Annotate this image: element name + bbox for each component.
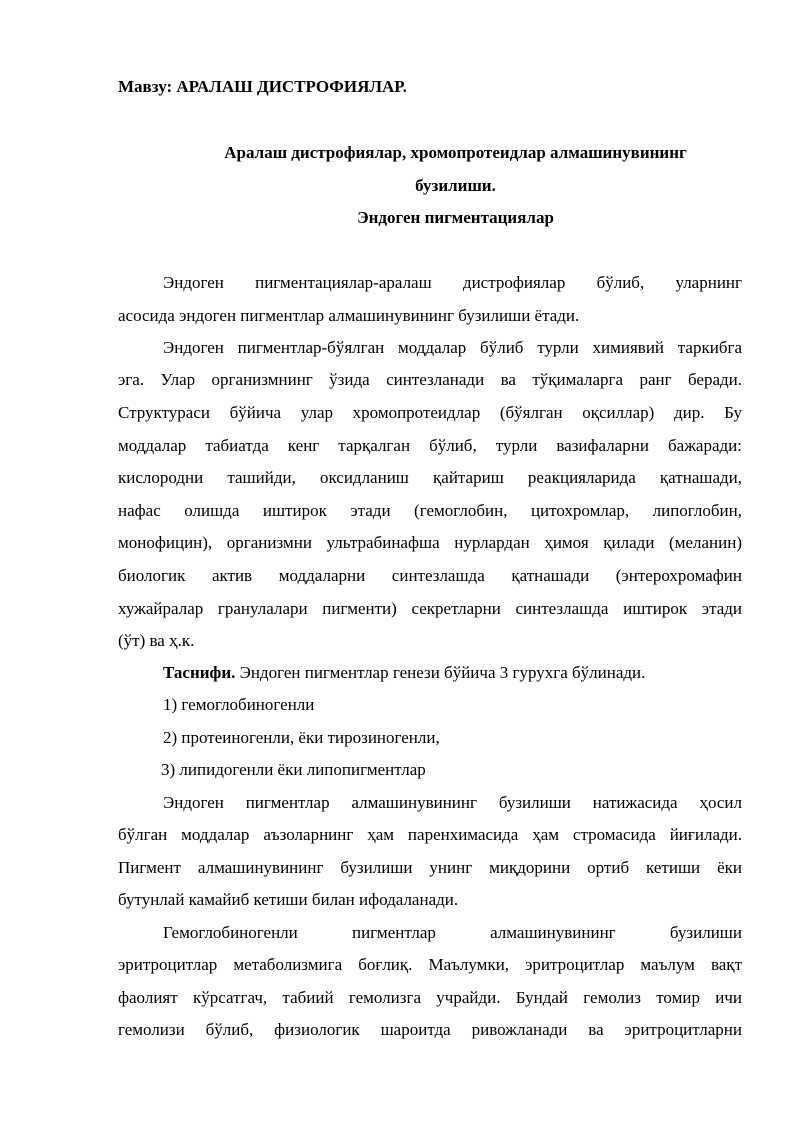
paragraph-line: биологик актив моддаларни синтезлашда қатнашади (энтерохромафин — [118, 566, 742, 585]
heading-line-2: бузилиши. — [415, 176, 496, 195]
paragraph-line: эритроцитлар метаболизмига боғлиқ. Маълумки, эритроцитлар маълум вақт — [118, 955, 742, 974]
paragraph-line: асосида эндоген пигментлар алмашинувининг бузилиши ётади. — [118, 306, 580, 325]
paragraph-line: эга. Улар организмнинг ўзида синтезланади ва тўқималарга ранг беради. — [118, 370, 742, 389]
heading-line-1: Аралаш дистрофиялар, хромопротеидлар алмашинувининг — [224, 143, 687, 162]
list-item: 3) липидогенли ёки липопигментлар — [161, 760, 426, 779]
paragraph-line: Эндоген пигментлар алмашинувининг бузилиши натижасида ҳосил — [163, 793, 742, 812]
paragraph-line: бўлган моддалар аъзоларнинг ҳам паренхимасида ҳам стромасида йиғилади. — [118, 825, 742, 844]
paragraph-line: Эндоген пигментлар-бўялган моддалар бўлиб турли химиявий таркибга — [163, 338, 742, 357]
heading-line-3: Эндоген пигментациялар — [357, 208, 554, 227]
paragraph-line: моддалар табиатда кенг тарқалган бўлиб, турли вазифаларни бажаради: — [118, 436, 742, 455]
list-item: 2) протеиногенли, ёки тирозиногенли, — [163, 728, 440, 747]
classification-text: Эндоген пигментлар генези бўйича 3 гурухга бўлинади. — [235, 663, 646, 682]
paragraph-line: нафас олишда иштирок этади (гемоглобин, цитохромлар, липоглобин, — [118, 501, 742, 520]
paragraph-line: монофицин), организмни ультрабинафша нурлардан ҳимоя қилади (меланин) — [118, 533, 742, 552]
paragraph-line: гемолизи бўлиб, физиологик шароитда ривожланади ва эритроцитларни — [118, 1020, 742, 1039]
classification-line — [163, 662, 742, 684]
paragraph-line: Гемоглобиногенли пигментлар алмашинувининг бузилиши — [163, 923, 742, 942]
paragraph-line: кислородни ташийди, оксидланиш қайтариш реакцияларида қатнашади, — [118, 468, 742, 487]
paragraph-line: Структураси бўйича улар хромопротеидлар (бўялган оқсиллар) дир. Бу — [118, 403, 742, 422]
paragraph-line: Пигмент алмашинувининг бузилиши унинг миқдорини ортиб кетиши ёки — [118, 858, 742, 877]
paragraph-line: хужайралар гранулалари пигменти) секретларни синтезлашда иштирок этади — [118, 599, 742, 618]
topic-title: Мавзу: АРАЛАШ ДИСТРОФИЯЛАР. — [118, 77, 407, 96]
classification-label: Таснифи. — [163, 663, 236, 682]
list-item: 1) гемоглобиногенли — [163, 695, 315, 714]
paragraph-line: (ўт) ва ҳ.к. — [118, 631, 195, 650]
paragraph-line: бутунлай камайиб кетиши билан ифодаланади. — [118, 890, 459, 909]
paragraph-line: фаолият кўрсатгач, табиий гемолизга учрайди. Бундай гемолиз томир ичи — [118, 988, 742, 1007]
paragraph-line: Эндоген пигментациялар-аралаш дистрофиялар бўлиб, уларнинг — [163, 273, 742, 292]
